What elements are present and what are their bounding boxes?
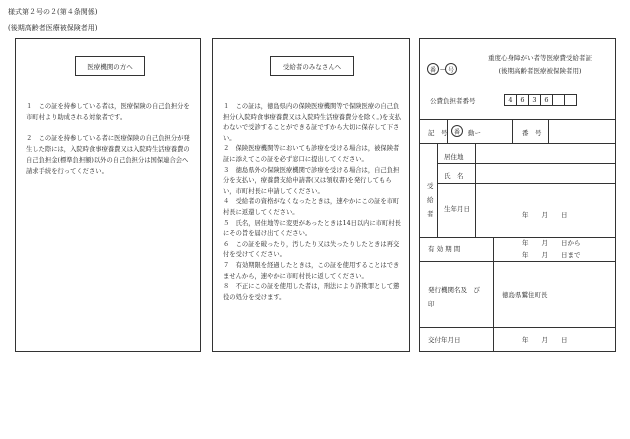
patient-paragraph-8: ８ 不正にこの証を使用した者は，刑法により詐欺罪として懲役の処分を受けます。	[223, 283, 400, 301]
issuer-value: 徳島県鷲住町長	[502, 291, 548, 299]
number-label: 番 号	[522, 129, 542, 137]
patient-paragraph-5: ５ 氏名，居住地等に変更があったときは14日以内に市町村長にその旨を届け出てください。	[223, 219, 401, 238]
patient-notes-panel	[212, 38, 410, 352]
record-label: 記 号	[428, 129, 448, 137]
card-title: 重度心身障がい者等医療費受給者証	[488, 54, 592, 62]
name-label: 氏 名	[444, 172, 464, 180]
patient-paragraph-6: ６ この証を破ったり，汚したり又は失ったりしたときは再交付を受けてください。	[223, 240, 400, 259]
insurer-digit: 3	[528, 94, 541, 106]
patient-panel-body	[223, 102, 403, 303]
form-number: 様式第２号の２(第４条関係)	[8, 8, 98, 16]
dob-label: 生年月日	[444, 205, 470, 213]
patient-paragraph-3: ３ 徳島県外の保険医療機関で診療を受ける場合は，自己負担分を支払い，療養費支給申請書(又は領収書)を発行してもらい，市町村長に申請してください。	[223, 166, 400, 195]
insurer-number-label: 公費負担者番号	[430, 97, 476, 105]
dob-value: 年 月 日	[522, 211, 568, 219]
issuer-label: 発行機関名及 び 印	[428, 286, 487, 308]
number-stamp-suffix: 号	[445, 63, 457, 75]
medical-panel-title: 医療機関の方へ	[75, 56, 145, 76]
patient-paragraph-7: ７ 有効期限を経過したときは，この証を使用することはできませんから，速やかに市町村長に返してください。	[223, 261, 400, 280]
number-stamp: 番	[427, 63, 439, 75]
medical-paragraph-2: ２ この証を持参している者に医療保険の自己負担分が発生した際には，入院時食事療養費又は入院時生活療養費の自己負担金(標準負担額)以外の自己負担分は国保連合会へ請求手続を行ってください。	[26, 135, 190, 175]
validity-to: 年 月 日まで	[522, 251, 581, 259]
recipient-label: 受給者	[427, 182, 434, 218]
validity-from: 年 月 日から	[522, 239, 581, 247]
medical-panel-body	[26, 101, 192, 177]
issue-date-value: 年 月 日	[522, 336, 568, 344]
validity-label: 有 効 期 間	[428, 245, 461, 253]
issue-date-label: 交付年月日	[428, 336, 461, 344]
insurer-digit: 6	[516, 94, 529, 106]
certificate-card: 番 — 号 重度心身障がい者等医療費受給者証 (後期高齢者医療被保険者用) 公費負担者番号 4 6 3 6 記 号 番 動ー 番 号 受給者 居住地 氏 名 生年月日 年 月 日 有 効 期 間 年 月 日から 年 月 日まで 発行機関名及 び 印 徳島県鷲住町長 交付年月日 年 月 日	[419, 38, 616, 352]
record-stamp: 番	[451, 125, 463, 137]
address-label: 居住地	[444, 153, 464, 161]
patient-paragraph-4: ４ 受給者の資格がなくなったときは，速やかにこの証を市町村長に返還してください。	[223, 198, 400, 216]
medical-institution-panel	[15, 38, 201, 352]
patient-paragraph-2: ２ 保険医療機関等においても診療を受ける場合は，被保険者証に添えてこの証を必ず窓口に提出してください。	[223, 145, 400, 163]
patient-panel-title: 受給者のみなさんへ	[270, 56, 354, 76]
record-value: 動ー	[468, 129, 481, 137]
patient-paragraph-1: １ この証は，徳島県内の保険医療機関等で保険医療の自己負担分(入院時食事療養費又は入院時生活療養費分を除く。)を支払わないで受診することができる証ですから大切に保存して下さい。	[223, 103, 401, 142]
form-subtitle: (後期高齢者医療被保険者用)	[8, 24, 98, 32]
insurer-digit	[564, 94, 577, 106]
medical-paragraph-1: １ この証を持参している者は，医療保険の自己負担分を市町村より助成される対象者です。	[26, 103, 190, 121]
card-subtitle: (後期高齢者医療被保険者用)	[498, 67, 582, 75]
insurer-digit: 4	[504, 94, 517, 106]
insurer-digit: 6	[540, 94, 553, 106]
